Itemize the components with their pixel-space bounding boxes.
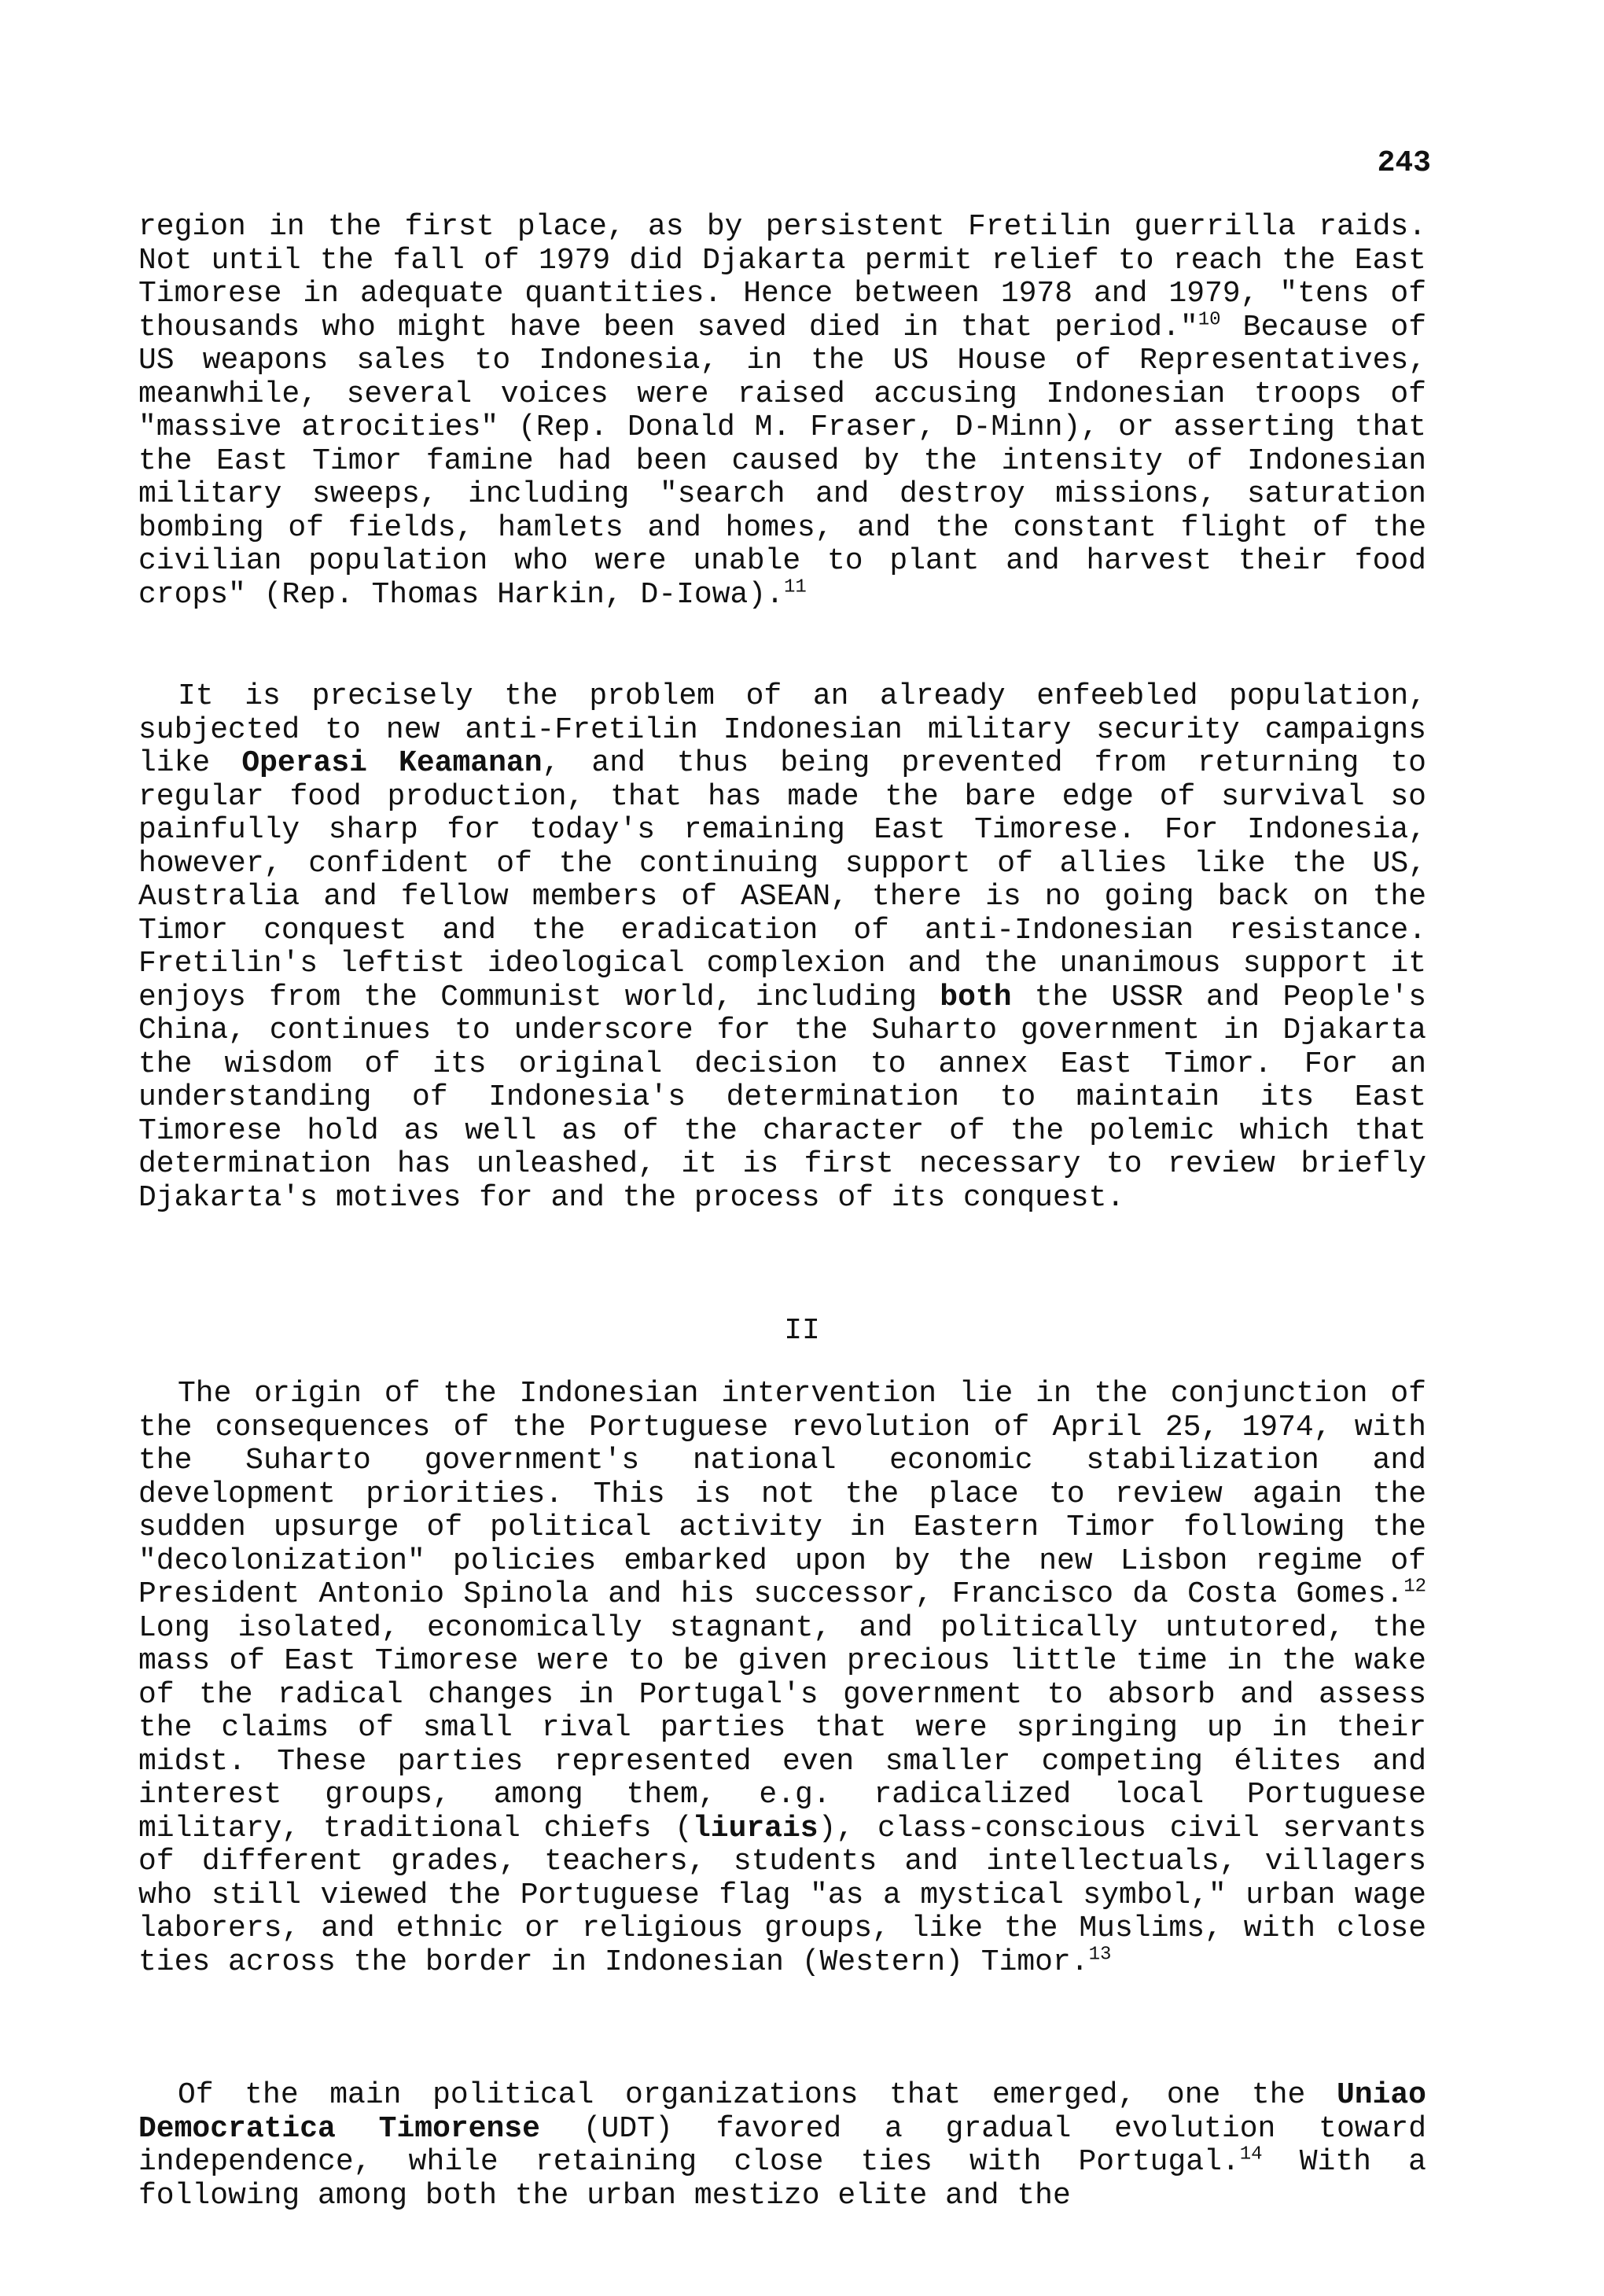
page-number: 243 [1377,146,1431,180]
paragraph-text: It is precisely the problem of an already enfeebled population, subjected to new anti-Fretilin Indonesian military security campaigns like [138,679,1426,780]
paragraph-text: the USSR and People's China, continues to underscore for the Suharto government in Djakarta the wisdom of its original decision to annex East Timor. For an understanding of Indonesia's determination to maintain its East Timorese hold as well as of the character of the polemic which that determination has unleashed, it is first necessary to review briefly Djakarta's motives for and the process of its conquest. [138,980,1426,1215]
paragraph-text: Because of US weapons sales to Indonesia, in the US House of Representatives, meanwhile, several voices were raised accusing Indonesian troops of "massive atrocities" (Rep. Donald M. Fraser, D-Minn), or asserting that the East Timor famine had been caused by the intensity of Indonesian military sweeps, including "search and destroy missions, saturation bombing of fields, hamlets and homes, and the constant flight of the civilian population who were unable to plant and harvest their food crops" (Rep. Thomas Harkin, D-Iowa). [138,310,1426,612]
footnote-ref-12: 12 [1404,1576,1426,1598]
paragraph-text: With a following among both the urban mestizo elite and the [138,2145,1426,2213]
section-heading: II [784,1314,820,1348]
emphasis-operasi-keamanan: Operasi Keamanan [241,746,543,780]
paragraph-text: Of the main political organizations that emerged, one the [178,2078,1337,2112]
footnote-ref-14: 14 [1239,2143,1263,2165]
emphasis-udt: Uniao Democratica Timorense [138,2078,1426,2146]
emphasis-liurais: liurais [692,1811,819,1845]
paragraph-text: , and thus being prevented from returning to regular food production, that has made the bare edge of survival so painfully sharp for today's remaining East Timorese. For Indonesia, however, confident of the continuing support of allies like the US, Australia and fellow members of ASEAN, there is no going back on the Timor conquest and the eradication of anti-Indonesian resistance. Fretilin's leftist ideological complexion and the unanimous support it enjoys from the Communist world, including [138,746,1426,1014]
footnote-ref-11: 11 [783,576,807,598]
paragraph-2 [138,680,1426,1215]
paragraph-4 [138,2079,1426,2213]
paragraph-text: The origin of the Indonesian intervention lie in the conjunction of the consequences of the Portuguese revolution of April 25, 1974, with the Suharto government's national economic stabilization and development priorities. This is not the place to review again the sudden upsurge of political activity in Eastern Timor following the "decolonization" policies embarked upon by the new Lisbon regime of President Antonio Spinola and his successor, Francisco da Costa Gomes. [138,1377,1426,1611]
paragraph-text: region in the first place, as by persistent Fretilin guerrilla raids. Not until the fall of 1979 did Djakarta permit relief to reach the East Timorese in adequate quantities. Hence between 1978 and 1979, "tens of thousands who might have been saved died in that period." [138,210,1426,344]
footnote-ref-13: 13 [1088,1943,1112,1965]
paragraph-1 [138,211,1426,612]
paragraph-text: ), class-conscious civil servants of different grades, teachers, students and intellectuals, villagers who still viewed the Portuguese flag "as a mystical symbol," urban wage laborers, and ethnic or religious groups, like the Muslims, with close ties across the border in Indonesian (Western) Timor. [138,1811,1426,1979]
paragraph-text: Long isolated, economically stagnant, and politically untutored, the mass of East Timorese were to be given precious little time in the wake of the radical changes in Portugal's government to absorb and assess the claims of small rival parties that were springing up in their midst. These parties represented even smaller competing élites and interest groups, among them, e.g. radicalized local Portuguese military, traditional chiefs ( [138,1610,1426,1845]
paragraph-3 [138,1378,1426,1979]
emphasis-both: both [940,980,1012,1014]
paragraph-text: (UDT) favored a gradual evolution toward independence, while retaining close ties with Portugal. [138,2111,1426,2179]
footnote-ref-10: 10 [1197,308,1221,330]
